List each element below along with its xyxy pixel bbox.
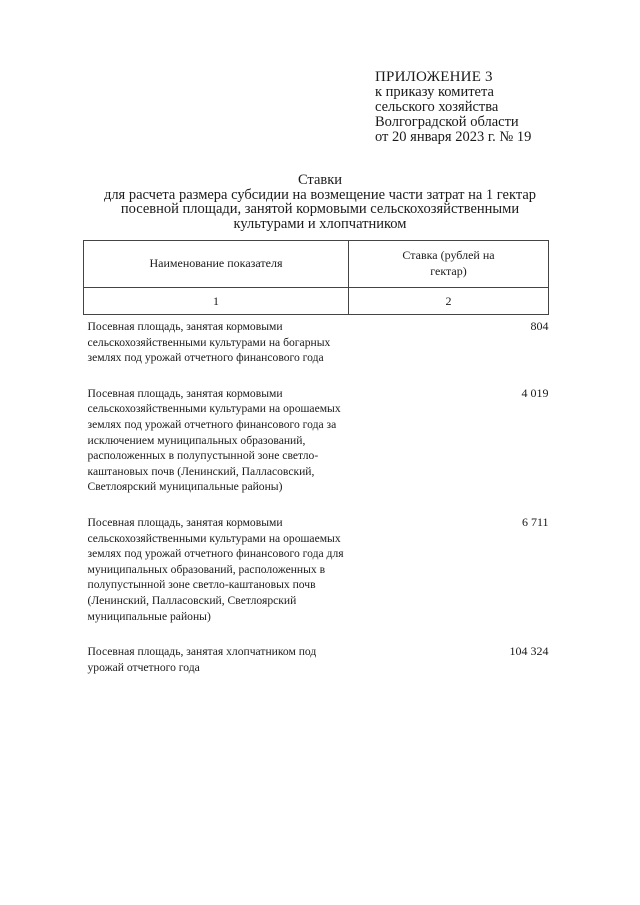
row-rate-value: 104 324 <box>509 644 549 659</box>
rates-table <box>83 240 549 695</box>
header-indicator-name: Наименование показателя <box>84 241 349 288</box>
row-indicator-name: Посевная площадь, занятая кормовыми сельскохозяйственными культурами на богарных землях под урожай отчетного финансового года <box>87 320 331 365</box>
column-number-1: 1 <box>84 288 349 315</box>
header-rate-label: Ставка (рублей на гектар) <box>402 248 495 278</box>
header-rate <box>349 241 549 288</box>
column-number-2: 2 <box>349 288 549 315</box>
row-indicator-name: Посевная площадь, занятая кормовыми сельскохозяйственными культурами на орошаемых землях под урожай отчетного финансового года за исключением муниципальных образований, расположенных в полупустынной зоне светло-каштановых почв (Ленинский, Палласовский, Светлоярский муниципальные районы) <box>87 386 341 494</box>
document-title-line-3: культурами и хлопчатником <box>233 215 407 232</box>
table-row <box>84 386 549 515</box>
table-row <box>84 644 549 695</box>
appendix-line-region: Волгоградской области <box>375 114 519 130</box>
document-title-heading: Ставки <box>297 172 343 188</box>
table-row <box>84 515 549 644</box>
appendix-line-date: от 20 января 2023 г. № 19 <box>375 129 532 145</box>
document-title-line-1: для расчета размера субсидии на возмещение части затрат на 1 гектар <box>103 186 537 203</box>
appendix-line-committee: сельского хозяйства <box>375 99 499 115</box>
appendix-title: ПРИЛОЖЕНИЕ 3 <box>375 69 493 85</box>
table-row <box>84 315 549 386</box>
document-title-line-2: посевной площади, занятой кормовыми сельскохозяйственными <box>120 201 520 217</box>
row-rate-value: 6 711 <box>521 514 549 529</box>
row-rate-value: 804 <box>530 319 549 333</box>
document-title <box>90 173 550 231</box>
appendix-line-order: к приказу комитета <box>375 84 494 100</box>
appendix-block <box>375 70 615 145</box>
column-number-row <box>84 288 549 315</box>
row-rate-value: 4 019 <box>521 385 549 400</box>
table-header-row <box>84 241 549 288</box>
row-indicator-name: Посевная площадь, занятая хлопчатником под урожай отчетного года <box>87 645 317 674</box>
row-indicator-name: Посевная площадь, занятая кормовыми сельскохозяйственными культурами на орошаемых землях под урожай отчетного финансового года для муниципальных образований, расположенных в полупустынной зоне светло-каштановых почв (Ленинский, Палласовский, Светлоярский муниципальные районы) <box>87 515 344 623</box>
